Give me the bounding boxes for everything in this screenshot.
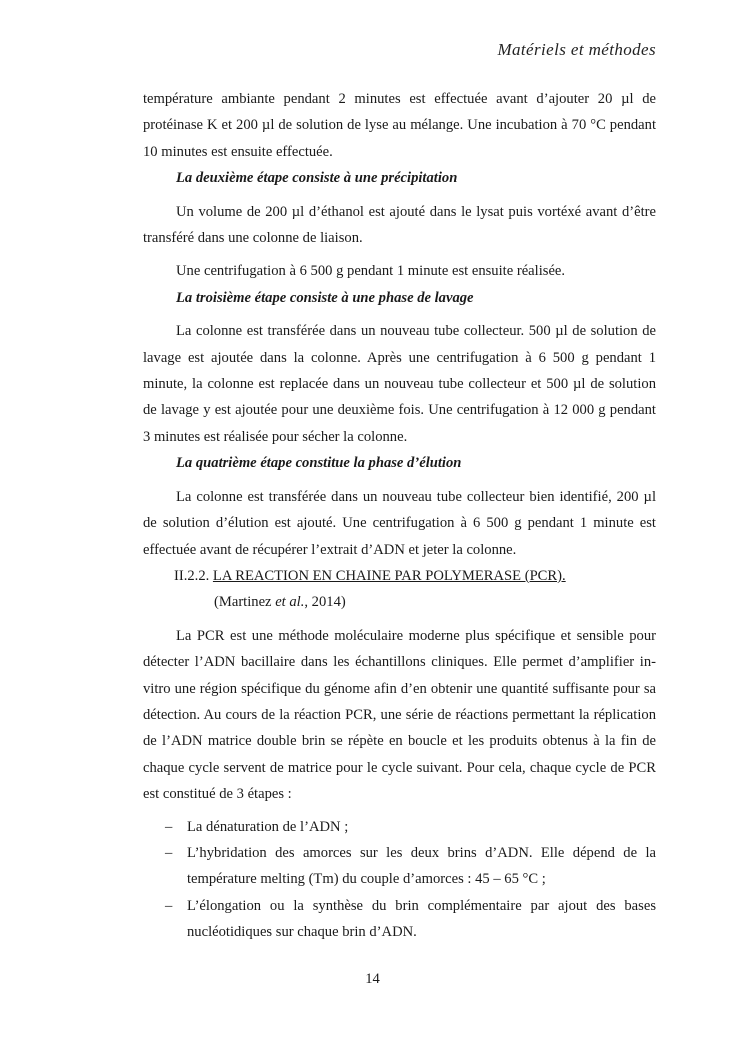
list-item-text: La dénaturation de l’ADN ; (187, 818, 349, 835)
dash-bullet: – (165, 818, 173, 835)
section-heading (143, 563, 656, 589)
heading-step-washing: La troisième étape consiste à une phase de lavage (176, 289, 474, 306)
paragraph-ethanol: Un volume de 200 µl d’éthanol est ajouté dans le lysat puis vortéxé avant d’être transféré dans une colonne de liaison. (143, 203, 656, 247)
page-number: 14 (365, 971, 380, 987)
list-item (143, 893, 656, 946)
paragraph-centrifugation: Une centrifugation à 6 500 g pendant 1 minute est ensuite réalisée. (176, 263, 566, 280)
running-header: Matériels et méthodes (497, 40, 656, 59)
paragraph-elution: La colonne est transférée dans un nouveau tube collecteur bien identifié, 200 µl de solution d’élution est ajouté. Une centrifugation à 6 500 g pendant 1 minute est effectuée avant de récupérer l’extrait d’ADN et jeter la colonne. (143, 488, 656, 558)
pcr-steps-list (143, 814, 656, 946)
reference-et-al: et al. (275, 594, 305, 611)
section-number: II.2.2. (174, 567, 210, 584)
reference-year: , 2014) (304, 594, 346, 611)
paragraph-pcr-intro: La PCR est une méthode moléculaire moderne plus spécifique et sensible pour détecter l’ADN bacillaire dans les échantillons cliniques. Elle permet d’amplifier in-vitro une région spécifique du génome afin d’en obtenir une quantité suffisante pour sa détection. Au cours de la réaction PCR, une série de réactions permettant la réplication de l’ADN matrice double brin se répète en boucle et les produits obtenus à la fin de chaque cycle servent de matrice pour le cycle suivant. Pour cela, chaque cycle de PCR est constitué de 3 étapes : (143, 627, 656, 803)
list-item-text: L’élongation ou la synthèse du brin complémentaire par ajout des bases nucléotidiques sur chaque brin d’ADN. (187, 897, 656, 941)
heading-step-precipitation: La deuxième étape consiste à une précipitation (176, 170, 458, 187)
list-item-text: L’hybridation des amorces sur les deux brins d’ADN. Elle dépend de la température melting (Tm) du couple d’amorces : 45 – 65 °C ; (187, 844, 656, 888)
reference-author: (Martinez (214, 594, 276, 611)
section-title: LA REACTION EN CHAINE PAR POLYMERASE (PCR). (212, 567, 566, 584)
list-item (143, 814, 656, 840)
dash-bullet: – (165, 897, 173, 914)
page-body (143, 86, 656, 946)
section-reference (143, 589, 656, 615)
paragraph-lysis-end: température ambiante pendant 2 minutes est effectuée avant d’ajouter 20 µl de protéinase K et 200 µl de solution de lyse au mélange. Une incubation à 70 °C pendant 10 minutes est ensuite effectuée. (143, 91, 656, 160)
list-item (143, 840, 656, 893)
dash-bullet: – (165, 844, 173, 861)
heading-step-elution: La quatrième étape constitue la phase d’élution (176, 455, 462, 472)
paragraph-washing: La colonne est transférée dans un nouveau tube collecteur. 500 µl de solution de lavage est ajoutée dans la colonne. Après une centrifugation à 6 500 g pendant 1 minute, la colonne est replacée dans un nouveau tube collecteur et 500 µl de solution de lavage y est ajoutée pour une deuxième fois. Une centrifugation à 12 000 g pendant 3 minutes est réalisée pour sécher la colonne. (143, 323, 656, 445)
